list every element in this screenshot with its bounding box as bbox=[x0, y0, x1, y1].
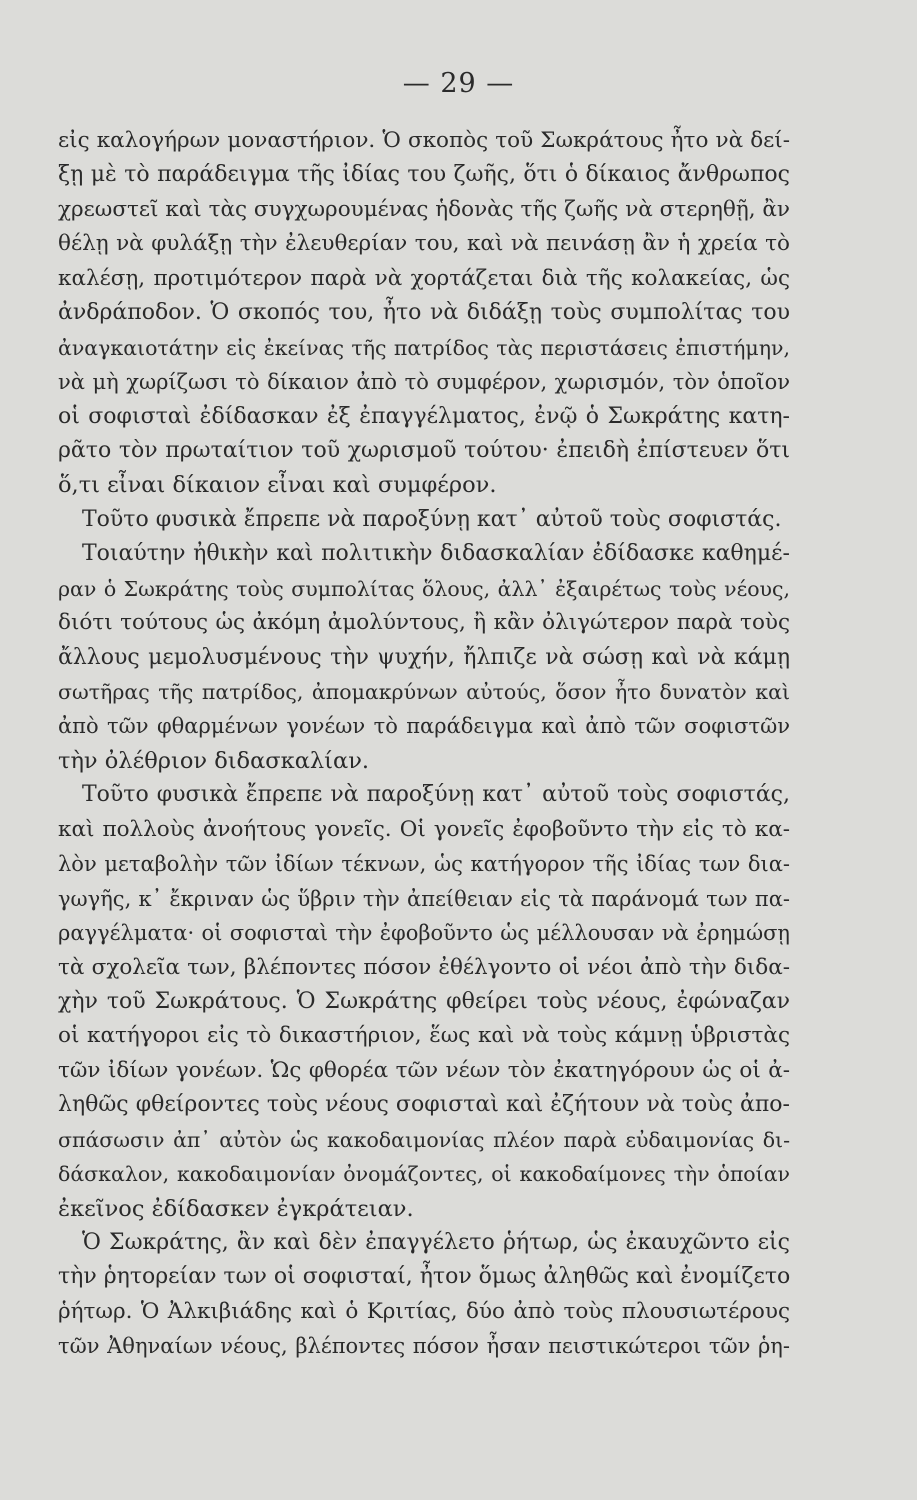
text-line: οἱ κατήγοροι εἰς τὸ δικαστήριον, ἕως καὶ νὰ τοὺς κάμνῃ ὑβριστὰς bbox=[58, 1023, 790, 1049]
text-line: Τοῦτο φυσικὰ ἔπρεπε νὰ παροξύνῃ κατ᾽ αὐτοῦ τοὺς σοφιστάς, bbox=[82, 782, 790, 808]
text-line: ἀπὸ τῶν φθαρμένων γονέων τὸ παράδειγμα καὶ ἀπὸ τῶν σοφιστῶν bbox=[58, 714, 790, 739]
text-line: εἰς καλογήρων μοναστήριον. Ὁ σκοπὸς τοῦ Σωκράτους ἦτο νὰ δεί- bbox=[58, 128, 790, 153]
text-line: ὅ,τι εἶναι δίκαιον εἶναι καὶ συμφέρον. bbox=[58, 472, 497, 499]
text-line: καλέσῃ, προτιμότερον παρὰ νὰ χορτάζεται διὰ τῆς κολακείας, ὡς bbox=[58, 265, 790, 291]
text-line: λὸν μεταβολὴν τῶν ἰδίων τέκνων, ὡς κατήγορον τῆς ἰδίας των δια- bbox=[58, 852, 790, 877]
text-line: χὴν τοῦ Σωκράτους. Ὁ Σωκράτης φθείρει τοὺς νέους, ἐφώναζαν bbox=[58, 988, 790, 1014]
text-line: τὴν ὀλέθριον διδασκαλίαν. bbox=[58, 747, 370, 774]
text-line: δάσκαλον, κακοδαιμονίαν ὀνομάζοντες, οἱ κακοδαίμονες τὴν ὁποίαν bbox=[58, 1162, 790, 1187]
text-line: ληθῶς φθείροντες τοὺς νέους σοφισταὶ καὶ ἐζήτουν νὰ τοὺς ἀπο- bbox=[58, 1092, 790, 1118]
text-line: Τοῦτο φυσικὰ ἔπρεπε νὰ παροξύνῃ κατ᾽ αὐτοῦ τοὺς σοφιστάς. bbox=[82, 506, 782, 532]
text-line: ξῃ μὲ τὸ παράδειγμα τῆς ἰδίας του ζωῆς, ὅτι ὁ δίκαιος ἄνθρωπος bbox=[58, 162, 790, 188]
page-number: — 29 — bbox=[402, 68, 515, 99]
text-line: ραν ὁ Σωκράτης τοὺς συμπολίτας ὅλους, ἀλλ᾽ ἐξαιρέτως τοὺς νέους, bbox=[58, 576, 790, 601]
text-line: Τοιαύτην ἠθικὴν καὶ πολιτικὴν διδασκαλίαν ἐδίδασκε καθημέ- bbox=[82, 541, 790, 567]
text-line: διότι τούτους ὡς ἀκόμη ἀμολύντους, ἢ κἂν ὀλιγώτερον παρὰ τοὺς bbox=[58, 610, 790, 636]
text-line: ρᾶτο τὸν πρωταίτιον τοῦ χωρισμοῦ τούτου· ἐπειδὴ ἐπίστευεν ὅτι bbox=[58, 437, 790, 463]
text-line: ῥήτωρ. Ὁ Ἀλκιβιάδης καὶ ὁ Κριτίας, δύο ἀπὸ τοὺς πλουσιωτέρους bbox=[58, 1298, 790, 1324]
text-line: τὰ σχολεῖα των, βλέποντες πόσον ἐθέλγοντο οἱ νέοι ἀπὸ τὴν διδα- bbox=[58, 954, 790, 980]
text-line: νὰ μὴ χωρίζωσι τὸ δίκαιον ἀπὸ τὸ συμφέρον, χωρισμόν, τὸν ὁποῖον bbox=[58, 370, 790, 395]
text-line: σωτῆρας τῆς πατρίδος, ἀπομακρύνων αὐτούς, ὅσον ἦτο δυνατὸν καὶ bbox=[58, 680, 790, 704]
body-text bbox=[58, 124, 790, 1364]
text-line: ἄλλους μεμολυσμένους τὴν ψυχήν, ἤλπιζε νὰ σώσῃ καὶ νὰ κάμῃ bbox=[58, 644, 790, 670]
text-line: ραγγέλματα· οἱ σοφισταὶ τὴν ἐφοβοῦντο ὡς μέλλουσαν νὰ ἐρημώσῃ bbox=[58, 921, 790, 946]
text-line: ἀνδράποδον. Ὁ σκοπός του, ἦτο νὰ διδάξῃ τοὺς συμπολίτας του bbox=[58, 300, 790, 326]
text-line: οἱ σοφισταὶ ἐδίδασκαν ἐξ ἐπαγγέλματος, ἐνῷ ὁ Σωκράτης κατη- bbox=[58, 403, 790, 429]
text-line: θέλῃ νὰ φυλάξῃ τὴν ἐλευθερίαν του, καὶ νὰ πεινάσῃ ἂν ἡ χρεία τὸ bbox=[58, 231, 790, 257]
text-line: γωγῆς, κ᾽ ἔκριναν ὡς ὕβριν τὴν ἀπείθειαν εἰς τὰ παράνομά των πα- bbox=[58, 886, 790, 911]
text-line: τὴν ῥητορείαν των οἱ σοφισταί, ἦτον ὅμως ἀληθῶς καὶ ἐνομίζετο bbox=[58, 1264, 791, 1290]
text-line: ἀναγκαιοτάτην εἰς ἐκείνας τῆς πατρίδος τὰς περιστάσεις ἐπιστήμην, bbox=[58, 335, 790, 360]
text-line: σπάσωσιν ἀπ᾽ αὐτὸν ὡς κακοδαιμονίας πλέον παρὰ εὐδαιμονίας δι- bbox=[58, 1127, 790, 1152]
text-line: χρεωστεῖ καὶ τὰς συγχωρουμένας ἡδονὰς τῆς ζωῆς νὰ στερηθῇ, ἂν bbox=[58, 196, 790, 222]
text-line: Ὁ Σωκράτης, ἂν καὶ δὲν ἐπαγγέλετο ῥήτωρ, ὡς ἐκαυχῶντο εἰς bbox=[82, 1230, 790, 1255]
text-line: καὶ πολλοὺς ἀνοήτους γονεῖς. Οἱ γονεῖς ἐφοβοῦντο τὴν εἰς τὸ κα- bbox=[58, 816, 790, 842]
text-line: τῶν Ἀθηναίων νέους, βλέποντες πόσον ἦσαν πειστικώτεροι τῶν ῥη- bbox=[58, 1334, 790, 1359]
text-line: τῶν ἰδίων γονέων. Ὡς φθορέα τῶν νέων τὸν ἐκατηγόρουν ὡς οἱ ἀ- bbox=[58, 1057, 790, 1083]
text-line: ἐκεῖνος ἐδίδασκεν ἐγκράτειαν. bbox=[58, 1195, 414, 1222]
